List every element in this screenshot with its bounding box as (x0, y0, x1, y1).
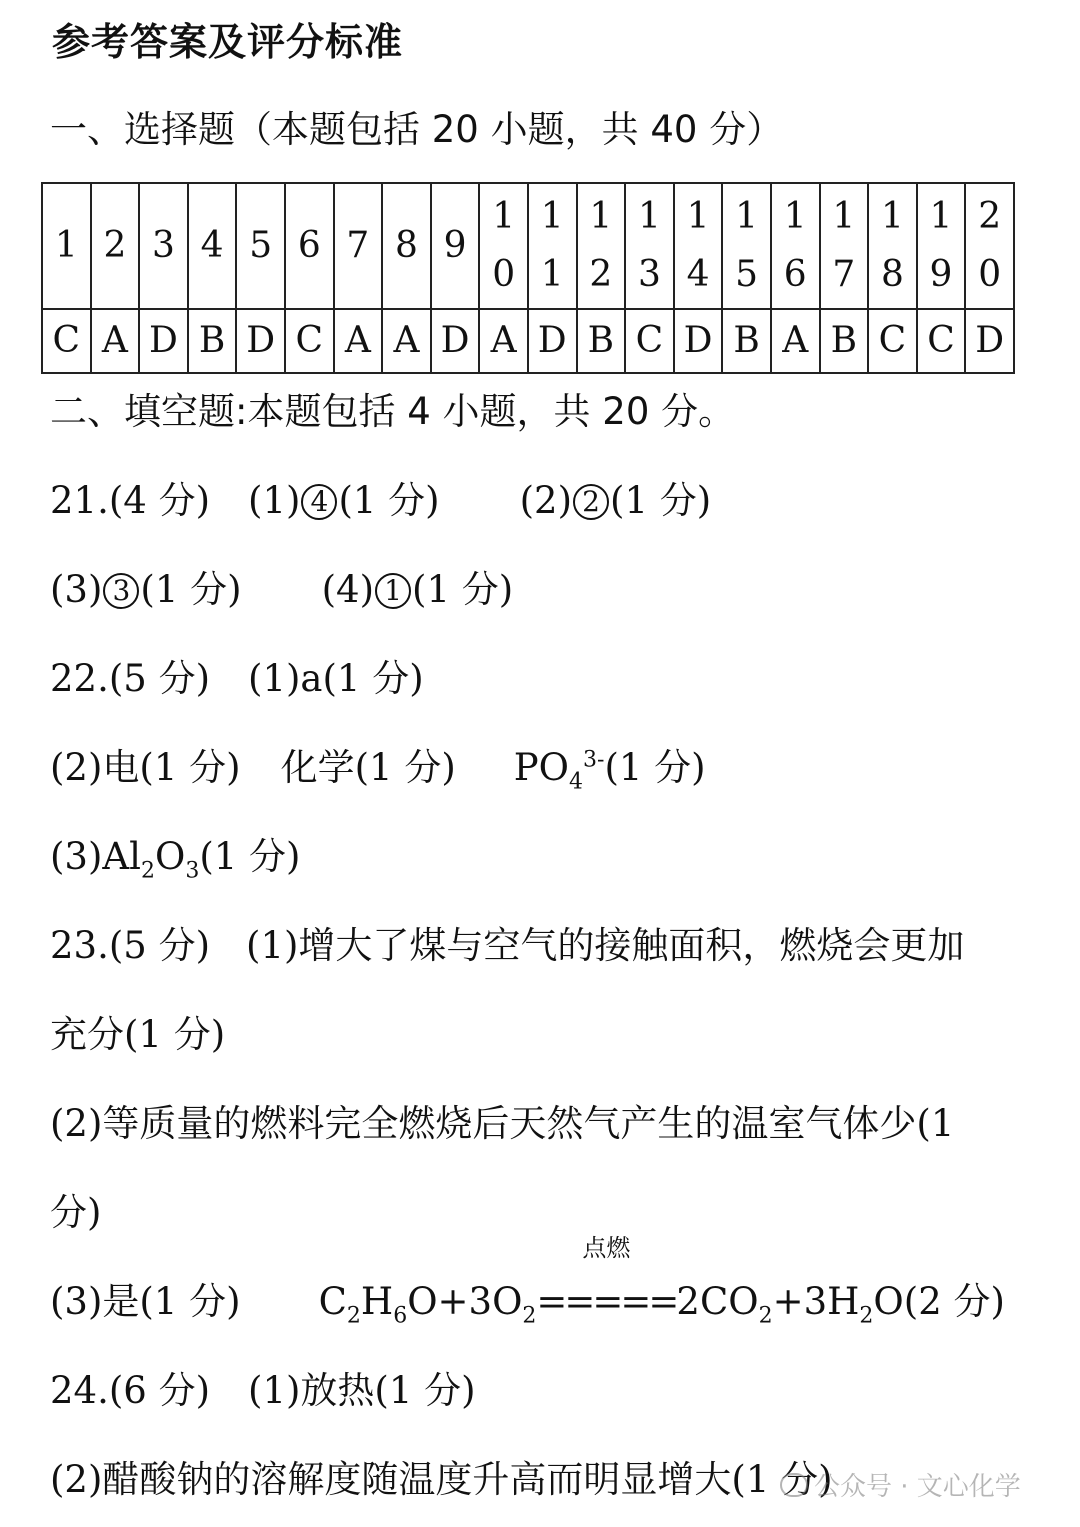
circled-number-icon: 4 (301, 484, 337, 520)
q22-p1: (1)a(1 分) (248, 657, 424, 700)
answer-cell: A (382, 309, 431, 373)
q24-p1: (1)放热(1 分) (248, 1369, 476, 1412)
watermark-text: 公众号 · 文心化学 (814, 1472, 1021, 1502)
q21-p3-score: (1 分) (140, 568, 242, 611)
q21-p1-score: (1 分) (338, 479, 440, 522)
q22-line2 (50, 744, 706, 795)
q21-p3-label: (3) (50, 568, 103, 611)
q23-line-equation (50, 1234, 1005, 1329)
answer-cell: D (674, 309, 723, 373)
q22-head: 22.(5 分) (50, 657, 211, 700)
question-number: 12 (589, 196, 613, 295)
answer-cell: A (771, 309, 820, 373)
q22-line1 (50, 655, 424, 703)
circled-number-icon: 1 (375, 573, 411, 609)
question-number: 19 (929, 196, 953, 295)
answer-cell: D (139, 309, 188, 373)
answer-cell: C (42, 309, 91, 373)
question-number: 4 (200, 225, 224, 266)
answer-cell: A (91, 309, 140, 373)
reaction-arrow: 点燃 ===== (536, 1234, 677, 1323)
circled-number-icon: 3 (103, 573, 139, 609)
q21-line1 (50, 477, 711, 525)
circled-number-icon: 2 (573, 484, 609, 520)
answer-cell: C (868, 309, 917, 373)
answer-table-number-row (42, 183, 1014, 309)
question-number: 14 (686, 196, 710, 295)
q24-head: 24.(6 分) (50, 1369, 211, 1412)
q21-p2-label: (2) (519, 479, 573, 522)
q22-p2c: $PO_4^{3-}(1$ 分) (513, 746, 706, 795)
question-number: 1 (54, 225, 78, 266)
answer-cell: D (528, 309, 577, 373)
answer-cell: B (577, 309, 626, 373)
q22-p2a: (2)电(1 分) (50, 746, 241, 789)
q21-p4-score: (1 分) (412, 568, 514, 611)
question-number: 2 (103, 225, 127, 266)
answer-cell: C (285, 309, 334, 373)
q24-line1 (50, 1367, 476, 1415)
section1-heading: 一、选择题（本题包括 20 小题，共 40 分） (50, 108, 784, 151)
question-number: 9 (443, 225, 467, 266)
q21-p4-label: (4) (321, 568, 375, 611)
question-number: 7 (346, 225, 370, 266)
answer-cell: B (820, 309, 869, 373)
question-number: 3 (152, 225, 175, 266)
answer-table (41, 182, 1015, 374)
q23-p1-line2: 充分(1 分) (50, 1013, 226, 1056)
watermark (780, 1466, 1021, 1503)
question-number: 5 (249, 225, 273, 266)
answer-cell: C (917, 309, 966, 373)
question-number: 18 (880, 196, 904, 295)
q21-p2-score: (1 分) (610, 479, 712, 522)
answer-cell: B (722, 309, 771, 373)
answer-cell: A (479, 309, 528, 373)
answer-cell: A (334, 309, 383, 373)
answer-cell: D (236, 309, 285, 373)
q23-head: 23.(5 分) (50, 924, 211, 967)
q23-p3: (3)是(1 分) (50, 1280, 241, 1323)
question-number: 6 (297, 225, 321, 266)
page-title: 参考答案及评分标准 (52, 20, 404, 64)
q23-line1 (50, 922, 964, 970)
question-number: 20 (978, 196, 1002, 295)
question-number: 17 (832, 196, 856, 295)
q23-p2-line1: (2)等质量的燃料完全燃烧后天然气产生的温室气体少(1 (50, 1102, 955, 1145)
wechat-icon (780, 1473, 808, 1497)
answer-table-answer-row (42, 309, 1014, 373)
question-number: 11 (540, 196, 564, 295)
q21-p1-label: (1) (248, 479, 301, 522)
section2-heading: 二、填空题:本题包括 4 小题，共 20 分。 (50, 390, 736, 433)
question-number: 10 (492, 196, 516, 295)
q23-p1-line1: (1)增大了煤与空气的接触面积，燃烧会更加 (246, 924, 965, 967)
q21-head: 21.(4 分) (50, 479, 211, 522)
q23-p2-line2: 分) (50, 1191, 102, 1234)
answer-cell: D (965, 309, 1014, 373)
answer-cell: B (188, 309, 237, 373)
chemical-equation: $C_2H_6O+3O_2$ 点燃 $=====2CO_2+3H_2O(2$ 分) (318, 1234, 1005, 1329)
q22-p2b: 化学(1 分) (280, 746, 456, 789)
reaction-condition: 点燃 (582, 1234, 631, 1262)
q24-p2: (2)醋酸钠的溶解度随温度升高而明显增大(1 分) (50, 1458, 833, 1501)
question-number: 8 (395, 225, 418, 266)
question-number: 13 (637, 196, 661, 295)
answer-cell: C (625, 309, 674, 373)
question-number: 15 (735, 196, 759, 295)
q21-line2 (50, 566, 513, 614)
q22-line3: $(3)Al_2O_3(1$ 分) (50, 835, 301, 884)
question-number: 16 (783, 196, 807, 295)
answer-cell: D (431, 309, 480, 373)
